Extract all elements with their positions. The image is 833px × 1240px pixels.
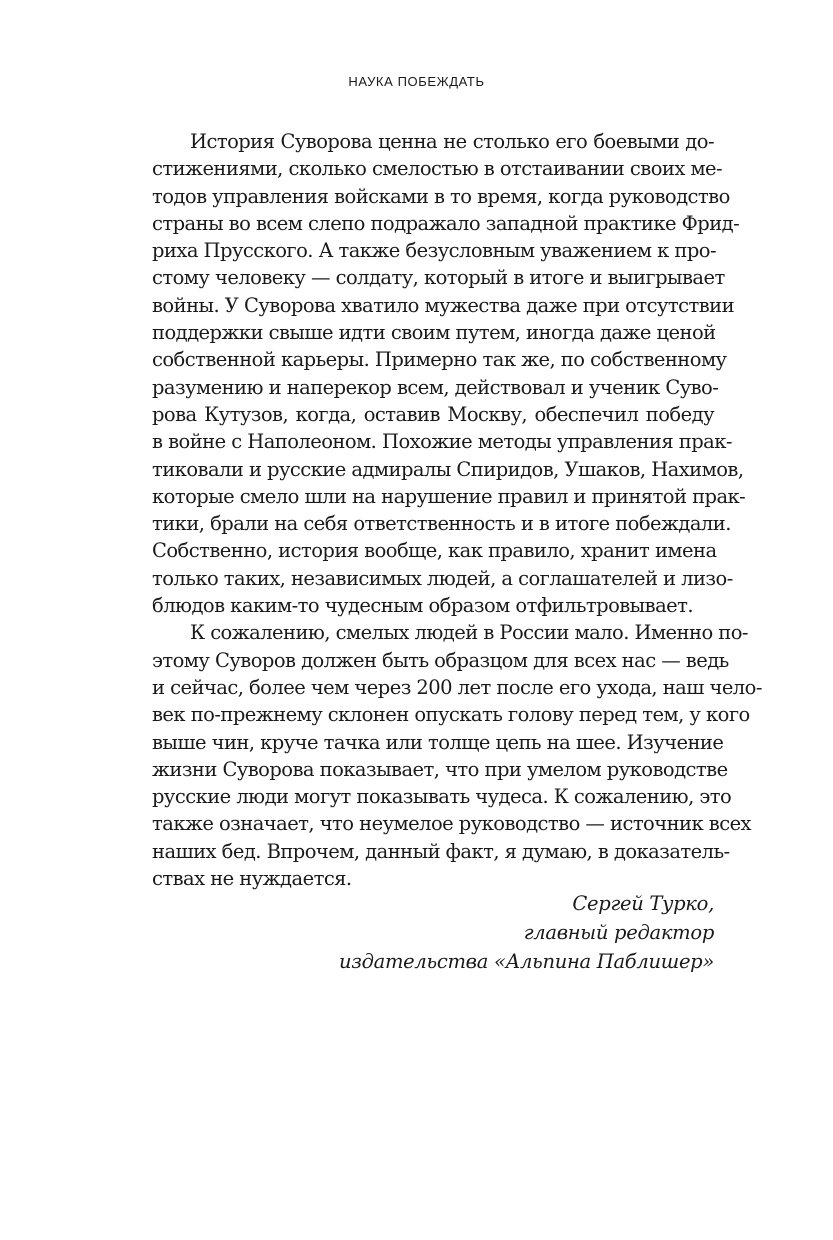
running-head: НАУКА ПОБЕЖДАТЬ bbox=[348, 74, 485, 89]
text-line: поддержки свыше идти своим путем, иногда даже ценой bbox=[152, 321, 716, 345]
text-line: только таких, независимых людей, а соглашателей и лизо- bbox=[152, 566, 733, 590]
text-line: век по-прежнему склонен опускать голову перед тем, у кого bbox=[152, 703, 750, 727]
paragraph-1 bbox=[152, 128, 746, 619]
text-line: блюдов каким-то чудесным образом отфильтровывает. bbox=[152, 594, 694, 618]
text-line: стому человеку — солдату, который в итоге и выигрывает bbox=[152, 266, 725, 290]
signature-position: главный редактор bbox=[523, 921, 714, 944]
text-line: К сожалению, смелых людей в России мало. Именно по- bbox=[190, 621, 748, 645]
text-line: Собственно, история вообще, как правило, хранит имена bbox=[152, 539, 717, 563]
text-line: и сейчас, более чем через 200 лет после его ухода, наш чело- bbox=[152, 675, 762, 699]
text-line: жизни Суворова показывает, что при умелом руководстве bbox=[152, 757, 728, 781]
body-text bbox=[152, 128, 762, 892]
text-line: ствах не нуждается. bbox=[152, 867, 352, 891]
signature-name: Сергей Турко, bbox=[572, 892, 714, 915]
text-line: рова Кутузов, когда, оставив Москву, обеспечил победу bbox=[152, 402, 714, 426]
text-line: выше чин, круче тачка или толще цепь на шее. Изучение bbox=[152, 730, 724, 754]
text-line: тодов управления войсками в то время, когда руководство bbox=[152, 184, 730, 208]
text-line: в войне с Наполеоном. Похожие методы управления прак- bbox=[152, 430, 732, 454]
text-line: История Суворова ценна не столько его боевыми до- bbox=[190, 130, 714, 153]
text-line: риха Прусского. А также безусловным уважением к про- bbox=[152, 239, 716, 263]
text-line: собственной карьеры. Примерно так же, по собственному bbox=[152, 348, 727, 372]
text-line: страны во всем слепо подражало западной практике Фрид- bbox=[152, 211, 740, 235]
text-line: также означает, что неумелое руководство — источник всех bbox=[152, 812, 752, 836]
paragraph-2 bbox=[152, 619, 762, 892]
text-line: наших бед. Впрочем, данный факт, я думаю, в доказатель- bbox=[152, 839, 730, 863]
signature-organization: издательства «Альпина Паблишер» bbox=[339, 950, 714, 973]
text-line: которые смело шли на нарушение правил и принятой прак- bbox=[152, 484, 746, 508]
text-line: этому Суворов должен быть образцом для всех нас — ведь bbox=[152, 648, 729, 672]
text-line: стижениями, сколько смелостью в отстаивании своих ме- bbox=[152, 157, 723, 181]
text-line: тики, брали на себя ответственность и в итоге побеждали. bbox=[152, 512, 731, 536]
text-line: русские люди могут показывать чудеса. К сожалению, это bbox=[152, 785, 732, 809]
text-line: тиковали и русские адмиралы Спиридов, Ушаков, Нахимов, bbox=[152, 457, 744, 481]
signature-block bbox=[152, 889, 714, 976]
text-line: разумению и наперекор всем, действовал и ученик Суво- bbox=[152, 375, 719, 399]
text-line: войны. У Суворова хватило мужества даже при отсутствии bbox=[152, 293, 735, 317]
